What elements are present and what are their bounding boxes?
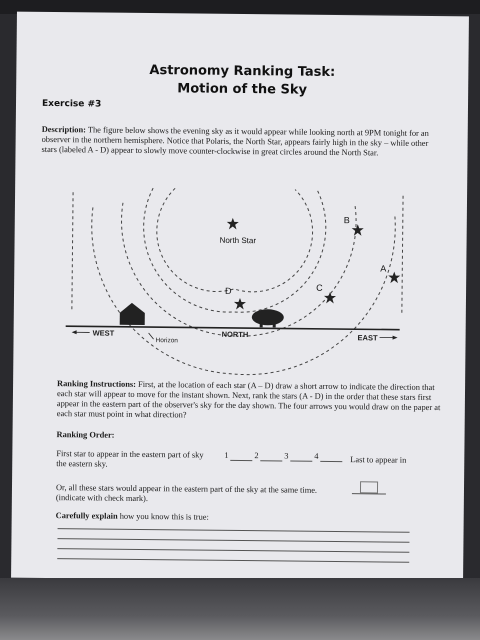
star-d-icon: [234, 298, 246, 310]
instructions-paragraph: [57, 379, 447, 423]
east-arrow-icon: [393, 336, 398, 340]
explain-line-3[interactable]: [57, 548, 409, 553]
rank-slot-3[interactable]: [290, 461, 312, 462]
rank-slot-1-number: 1: [224, 450, 229, 460]
rank-slot-3-number: 3: [284, 451, 289, 461]
explain-line-2[interactable]: [57, 538, 409, 543]
star-a-icon: [388, 272, 400, 284]
east-label: EAST: [357, 333, 378, 343]
orbit-circle-5: [72, 192, 73, 312]
north-label: NORTH: [221, 329, 249, 340]
explain-prompt: [56, 511, 209, 523]
star-d-label: D: [225, 285, 232, 296]
explain-text: how you know this is true:: [119, 511, 209, 522]
same-time-line1: Or, all these stars would appear in the eastern part of the sky at the same time.: [55, 483, 318, 495]
rank-slot-4[interactable]: [320, 461, 342, 462]
star-c-label: C: [316, 282, 323, 293]
worksheet-page: [11, 12, 469, 583]
rank-slot-1[interactable]: [230, 460, 252, 461]
orbit-circle-4: [90, 207, 395, 376]
west-label: WEST: [92, 328, 115, 338]
screen-bottom-bezel: [0, 578, 480, 640]
instructions-label: Ranking Instructions:: [57, 379, 137, 389]
ranking-heading: Ranking Order:: [56, 430, 115, 440]
explain-line-4[interactable]: [57, 558, 409, 563]
exercise-heading: Exercise #3: [41, 98, 102, 110]
star-a-label: A: [380, 263, 387, 274]
star-c-icon: [324, 292, 336, 304]
same-time-line2: (indicate with check mark).: [55, 493, 149, 504]
star-b-icon: [352, 224, 364, 236]
horizon-pointer-icon: [149, 333, 154, 339]
description-text: The figure below shows the evening sky as it would appear while looking north at 9PM tonight for an observer in the northern hemisphere. Notice that Polaris, the North Star, appears fairly high in the sky – while other stars (labeled A - D) appear to slowly move counter-clockwise in great circles around the North Star.: [41, 125, 429, 158]
instructions-text: First, at the location of each star (A – D) draw a short arrow to indicate the direction that each star will appear to move for the instant shown. Next, rank the stars (A - D) in the order that these stars first appear in the eastern part of the observer's sky for the day shown. The four arrows you would draw on the paper at each star must point in what direction?: [56, 379, 441, 420]
orbit-circle-2: [143, 188, 326, 313]
horizon-label: Horizon: [155, 337, 178, 345]
ranking-first-text-line2: the eastern sky.: [56, 459, 108, 469]
page-subtitle: Motion of the Sky: [177, 81, 308, 98]
same-time-answer-line[interactable]: [352, 493, 386, 494]
rank-slot-2-number: 2: [254, 451, 259, 461]
ranking-last-text: Last to appear in: [350, 455, 407, 465]
house-icon: [120, 303, 145, 325]
ranking-first-text: First star to appear in the eastern part of sky: [56, 449, 204, 460]
explain-label: Carefully explain: [55, 511, 118, 521]
same-time-checkbox[interactable]: [360, 481, 378, 493]
tree-icon: [252, 309, 284, 327]
north-star-icon: [227, 218, 239, 230]
explain-line-1[interactable]: [58, 528, 410, 533]
description-label: Description:: [41, 124, 86, 135]
star-b-label: B: [343, 215, 350, 226]
page-title: Astronomy Ranking Task:: [149, 63, 336, 80]
west-arrow-icon: [72, 330, 77, 334]
north-star-label: North Star: [219, 235, 257, 246]
rank-slot-4-number: 4: [314, 451, 319, 461]
rank-slot-2[interactable]: [260, 460, 282, 461]
